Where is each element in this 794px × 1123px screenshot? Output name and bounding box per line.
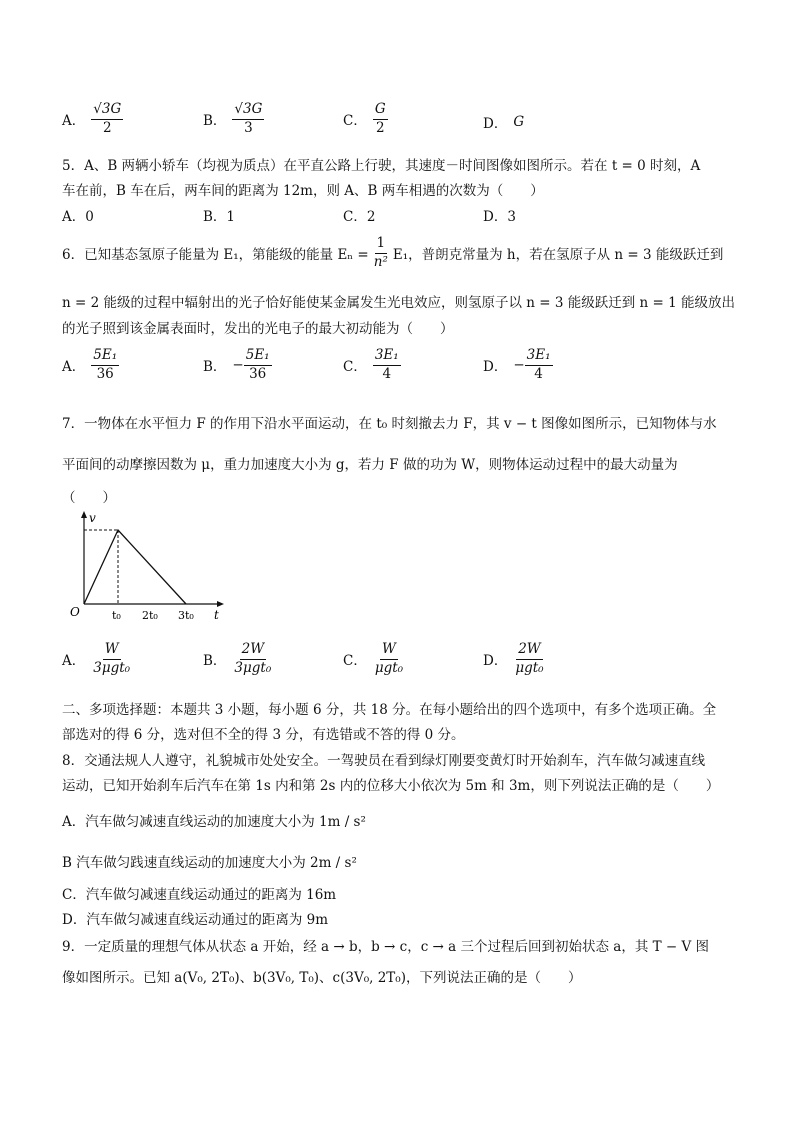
option-label: A． — [62, 359, 86, 376]
q6-option-b — [203, 348, 272, 382]
fraction — [91, 348, 119, 382]
q5-option-d: D．3 — [483, 209, 516, 225]
fraction — [372, 236, 390, 270]
q7-stem-line2: 平面间的动摩擦因数为 μ，重力加速度大小为 g，若力 F 做的功为 W，则物体运动过程中的最大动量为 — [62, 457, 678, 473]
fraction — [232, 642, 273, 676]
numerator: 1 — [375, 236, 388, 254]
q6-stem-part1: 6．已知基态氢原子能量为 E₁，第能级的能量 Eₙ = — [62, 247, 369, 264]
denominator: 3μgt₀ — [234, 659, 272, 676]
q6-stem-part2: E₁，普朗克常量为 h，若在氢原子从 n = 3 能级跃迁到 — [392, 247, 724, 264]
numerator: 2W — [516, 642, 542, 660]
q9-stem-line1: 9．一定质量的理想气体从状态 a 开始，经 a → b，b → c，c → a 三个过程后回到初始状态 a，其 T − V 图 — [62, 939, 710, 955]
q7-option-a — [62, 642, 132, 676]
fraction — [91, 102, 123, 136]
q9-stem-line2: 像如图所示。已知 a(V₀, 2T₀)、b(3V₀, T₀)、c(3V₀, 2T₀)，下列说法正确的是（ ） — [62, 970, 582, 986]
t-label: t — [214, 608, 219, 622]
q7-stem-line1: 7．一物体在水平恒力 F 的作用下沿水平面运动，在 t₀ 时刻撤去力 F，其 v − t 图像如图所示，已知物体与水 — [62, 416, 717, 432]
q6-option-c — [343, 348, 401, 382]
fraction — [373, 642, 405, 676]
fraction — [525, 348, 553, 382]
q5-option-a: A．0 — [62, 209, 94, 225]
v-label: v — [89, 511, 96, 525]
q4-option-b — [203, 102, 264, 136]
q5-option-c: C．2 — [343, 209, 376, 225]
denominator: 4 — [534, 365, 543, 382]
q8-stem-line1: 8．交通法规人人遵守，礼貌城市处处安全。一驾驶员在看到绿灯刚要变黄灯时开始刹车，汽车做匀减速直线 — [62, 753, 706, 769]
denominator: n² — [373, 253, 388, 270]
q6-stem-line1 — [62, 236, 723, 270]
numerator: √3G — [232, 102, 264, 120]
x-axis-arrow — [217, 601, 224, 607]
denominator: 2 — [375, 119, 385, 136]
tick-3t0: 3t₀ — [178, 609, 194, 622]
section2-heading-line2: 部选对的得 6 分，选对但不全的得 3 分，有选错或不答的得 0 分。 — [62, 727, 465, 743]
numerator: 5E₁ — [244, 348, 272, 366]
option-label: D． — [483, 653, 508, 670]
fraction — [244, 348, 272, 382]
q7-options — [62, 642, 762, 682]
fraction — [513, 642, 545, 676]
option-label: B． — [203, 359, 227, 376]
tick-2t0: 2t₀ — [142, 609, 158, 622]
q8-option-c: C．汽车做匀减速直线运动通过的距离为 16m — [62, 887, 337, 903]
q6-stem-line3: 的光子照到该金属表面时，发出的光电子的最大初动能为（ ） — [62, 321, 454, 337]
fraction — [373, 348, 401, 382]
numerator: √3G — [91, 102, 123, 120]
q7-vt-graph — [62, 508, 232, 628]
denominator: μgt₀ — [515, 659, 544, 676]
sign: − — [232, 357, 244, 374]
q7-option-b — [203, 642, 273, 676]
option-label: C． — [343, 653, 367, 670]
q5-stem-line1: 5．A、B 两辆小轿车（均视为质点）在平直公路上行驶，其速度－时间图像如图所示。若在 t = 0 时刻，A — [62, 158, 701, 174]
velocity-line — [84, 530, 186, 604]
q7-option-c — [343, 642, 405, 676]
q5-stem-line2: 车在前，B 车在后，两车间的距离为 12m，则 A、B 两车相遇的次数为（ ） — [62, 183, 544, 199]
option-label: C． — [343, 359, 367, 376]
q6-option-d — [483, 348, 553, 382]
option-value: G — [513, 114, 525, 130]
numerator: 5E₁ — [91, 348, 119, 366]
fraction — [232, 102, 264, 136]
numerator: 2W — [240, 642, 266, 660]
q8-option-b: B 汽车做匀践速直线运动的加速度大小为 2m / s² — [62, 855, 357, 871]
option-label: C． — [343, 113, 367, 130]
q6-options — [62, 348, 762, 388]
q7-stem-line3: （ ） — [62, 490, 116, 506]
fraction — [373, 102, 388, 136]
section2-heading-line1: 二、多项选择题：本题共 3 小题，每小题 6 分，共 18 分。在每小题给出的四个选项中，有多个选项正确。全 — [62, 702, 717, 718]
q4-option-c — [343, 102, 388, 136]
q8-stem-line2: 运动，已知开始刹车后汽车在第 1s 内和第 2s 内的位移大小依次为 5m 和 3m，则下列说法正确的是（ ） — [62, 778, 720, 794]
q4-options — [62, 102, 762, 142]
numerator: W — [103, 642, 121, 660]
q8-option-a: A．汽车做匀减速直线运动的加速度大小为 1m / s² — [62, 814, 366, 830]
q8-option-d: D．汽车做匀减速直线运动通过的距离为 9m — [62, 912, 329, 928]
option-label: D． — [483, 116, 508, 132]
q6-stem-line2: n = 2 能级的过程中辐射出的光子恰好能使某金属发生光电效应，则氢原子以 n = 3 能级跃迁到 n = 1 能级放出 — [62, 295, 735, 311]
denominator: 3 — [244, 119, 253, 136]
origin-label: O — [70, 605, 80, 619]
numerator: W — [380, 642, 398, 660]
q5-option-b: B．1 — [203, 209, 236, 225]
sign: − — [513, 357, 525, 374]
numerator: 3E₁ — [373, 348, 401, 366]
option-label: B． — [203, 653, 227, 670]
numerator: G — [373, 102, 388, 120]
q4-option-a — [62, 102, 123, 136]
denominator: 2 — [102, 119, 112, 136]
fraction — [91, 642, 132, 676]
option-label: B． — [203, 113, 227, 130]
denominator: 3μgt₀ — [93, 659, 131, 676]
y-axis-arrow — [81, 511, 87, 518]
q7-option-d — [483, 642, 546, 676]
denominator: 4 — [382, 365, 392, 382]
q4-option-d — [483, 112, 524, 132]
denominator: 36 — [96, 365, 114, 382]
denominator: 36 — [249, 365, 267, 382]
tick-t0: t₀ — [112, 609, 121, 622]
q6-option-a — [62, 348, 119, 382]
option-label: D． — [483, 359, 508, 376]
denominator: μgt₀ — [374, 659, 404, 676]
option-label: A． — [62, 113, 86, 130]
option-label: A． — [62, 653, 86, 670]
numerator: 3E₁ — [525, 348, 553, 366]
